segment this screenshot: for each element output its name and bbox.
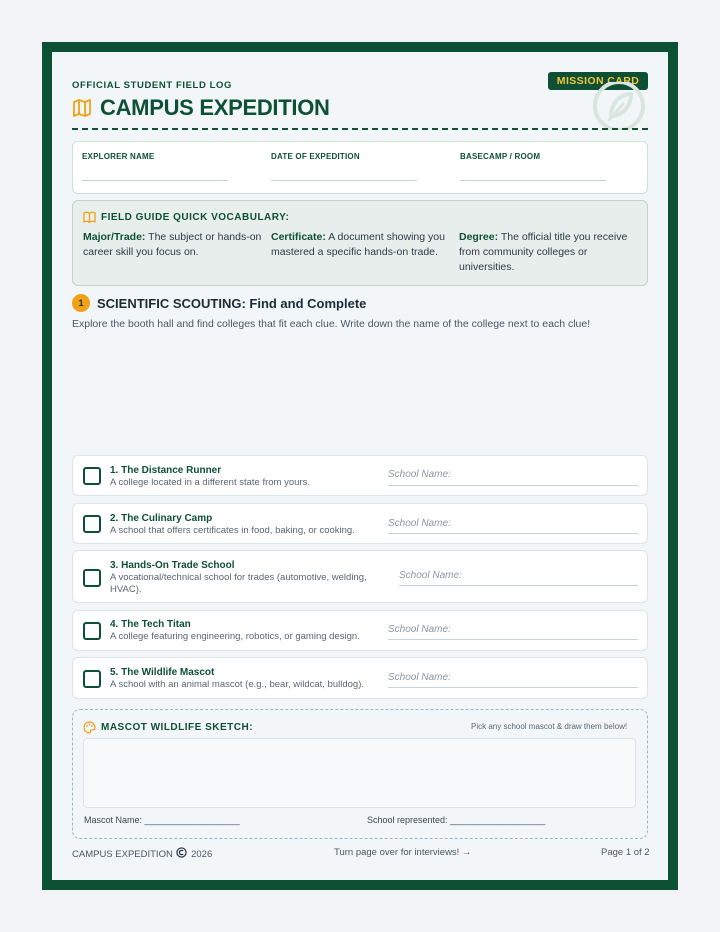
- palette-icon: [83, 721, 96, 734]
- vocabulary-title: FIELD GUIDE QUICK VOCABULARY:: [101, 212, 290, 223]
- compass-leaf-icon: [587, 82, 651, 130]
- vocab-term-certificate: [271, 230, 451, 260]
- school-name-field[interactable]: [388, 533, 638, 534]
- clue-card: [72, 550, 648, 603]
- clue-description: A school that offers certificates in food, baking, or cooking.: [110, 525, 355, 536]
- clue-title: 3. Hands-On Trade School: [110, 560, 235, 571]
- school-name-field[interactable]: [388, 639, 638, 640]
- mission-card-badge: MISSION CARD: [548, 72, 648, 90]
- school-name-field[interactable]: [388, 485, 638, 486]
- vocab-term-degree: [459, 230, 639, 275]
- checkbox-icon[interactable]: [83, 670, 101, 688]
- vocab-term-major: [83, 230, 263, 260]
- school-name-label: School Name:: [399, 570, 462, 581]
- drawing-area[interactable]: [83, 738, 636, 808]
- clue-card: [72, 657, 648, 699]
- term-definition: A document showing you mastered a specific hands-on trade.: [271, 231, 445, 258]
- explorer-name-field[interactable]: [82, 180, 228, 181]
- checkbox-icon[interactable]: [83, 569, 101, 587]
- basecamp-label: BASECAMP / ROOM: [460, 152, 541, 161]
- checkbox-icon[interactable]: [83, 622, 101, 640]
- school-name-label: School Name:: [388, 624, 451, 635]
- clue-title: 1. The Distance Runner: [110, 465, 222, 476]
- checkbox-icon[interactable]: [83, 515, 101, 533]
- school-represented-field[interactable]: School represented: ___________________: [367, 815, 546, 825]
- date-field[interactable]: [271, 180, 417, 181]
- clue-card: [72, 455, 648, 496]
- clue-description: A school with an animal mascot (e.g., bear, wildcat, bulldog).: [110, 679, 364, 690]
- footer-title: CAMPUS EXPEDITION: [72, 849, 173, 860]
- page-number: Page 1 of 2: [601, 847, 650, 858]
- date-label: DATE OF EXPEDITION: [271, 152, 360, 161]
- clue-title: 4. The Tech Titan: [110, 619, 191, 630]
- clue-title: 2. The Culinary Camp: [110, 513, 213, 524]
- sketch-instructions: Pick any school mascot & draw them below!: [471, 722, 628, 731]
- footer-left: [72, 847, 212, 860]
- term-label: Degree:: [459, 231, 499, 243]
- clue-description: A college featuring engineering, robotics, or gaming design.: [110, 631, 360, 642]
- school-name-field[interactable]: [388, 687, 638, 688]
- copyright-icon: [176, 847, 187, 858]
- header-divider: [72, 128, 648, 130]
- term-label: Certificate:: [271, 231, 326, 243]
- school-name-label: School Name:: [388, 672, 451, 683]
- mascot-name-field[interactable]: Mascot Name: ___________________: [84, 815, 240, 825]
- clue-description: A vocational/technical school for trades (automotive, welding, HVAC).: [110, 572, 367, 595]
- term-definition: The subject or hands-on career skill you focus on.: [83, 231, 262, 258]
- map-icon: [72, 98, 92, 118]
- eyebrow-label: OFFICIAL STUDENT FIELD LOG: [72, 80, 233, 91]
- clue-description: A college located in a different state from yours.: [110, 477, 310, 488]
- clue-card: [72, 610, 648, 651]
- footer-year: 2026: [191, 849, 213, 860]
- term-definition: The official title you receive from community colleges or universities.: [459, 231, 628, 273]
- school-name-label: School Name:: [388, 469, 451, 480]
- term-label: Major/Trade:: [83, 231, 146, 243]
- section-title: SCIENTIFIC SCOUTING: Find and Complete: [97, 296, 367, 311]
- clue-card: [72, 503, 648, 544]
- page-title: CAMPUS EXPEDITION: [100, 95, 330, 120]
- footer-next-page: Turn page over for interviews! →: [334, 847, 472, 858]
- explorer-info-box: [72, 141, 648, 194]
- section-description: Explore the booth hall and find colleges that fit each clue. Write down the name of the college next to each clue!: [72, 318, 591, 330]
- school-name-field[interactable]: [399, 585, 638, 586]
- school-name-label: School Name:: [388, 518, 451, 529]
- section-number-badge: 1: [72, 294, 90, 312]
- clue-title: 5. The Wildlife Mascot: [110, 667, 215, 678]
- book-icon: [83, 211, 96, 224]
- sketch-title: MASCOT WILDLIFE SKETCH:: [101, 722, 254, 733]
- explorer-name-label: EXPLORER NAME: [82, 152, 155, 161]
- checkbox-icon[interactable]: [83, 467, 101, 485]
- basecamp-field[interactable]: [460, 180, 606, 181]
